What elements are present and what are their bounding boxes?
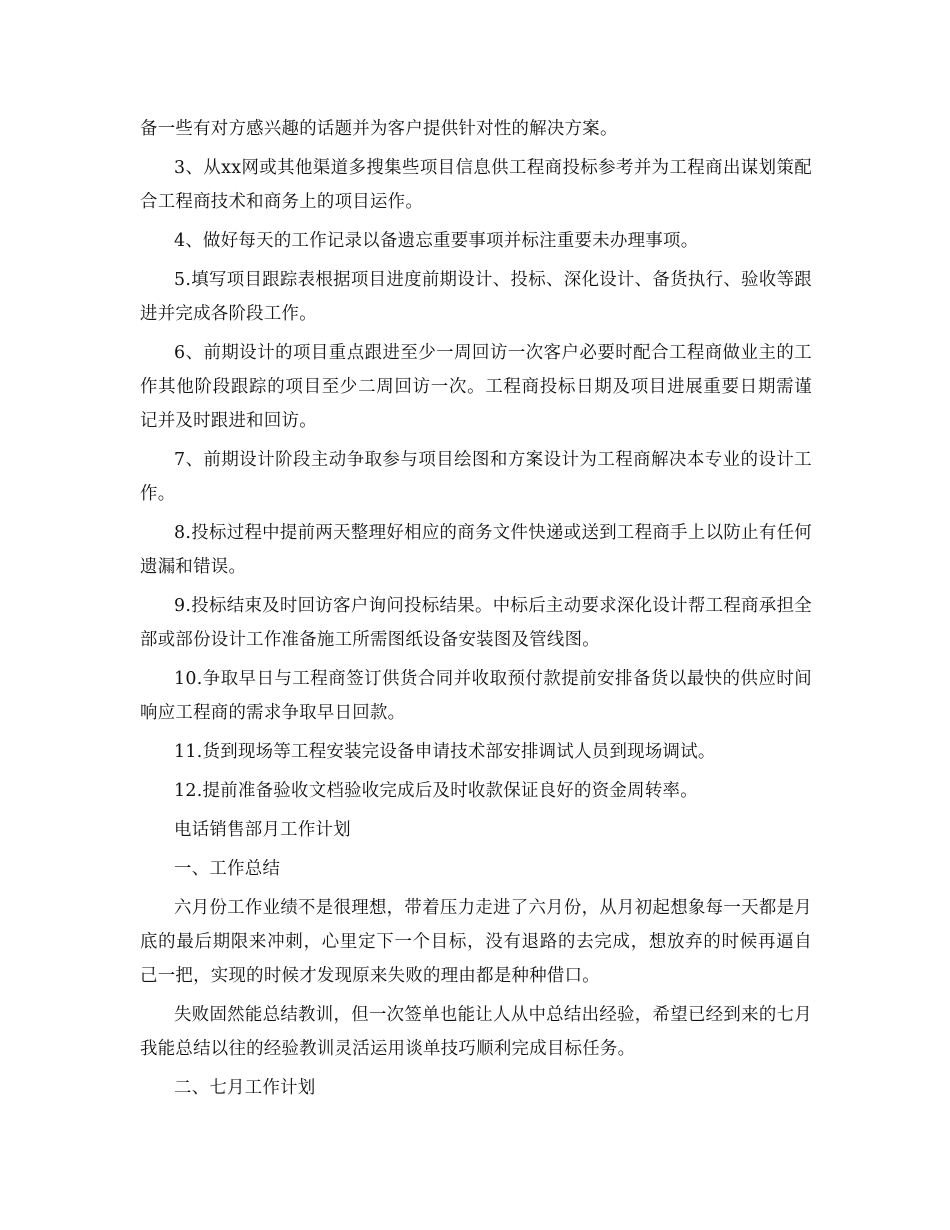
paragraph-4: 5.填写项目跟踪表根据项目进度前期设计、投标、深化设计、备货执行、验收等跟进并完成各阶段工作。 [140, 270, 812, 324]
paragraph-7: 8.投标过程中提前两天整理好相应的商务文件快递或送到工程商手上以防止有任何遗漏和错误。 [140, 523, 812, 577]
paragraph-13: 失败固然能总结教训，但一次签单也能让人从中总结出经验，希望已经到来的七月我能总结以往的经验教训灵活运用谈单技巧顺利完成目标任务。 [140, 1005, 812, 1059]
paragraph-9: 10.争取早日与工程商签订供货合同并收取预付款提前安排备货以最快的供应时间响应工程商的需求争取早日回款。 [140, 669, 812, 723]
paragraph-1: 备一些有对方感兴趣的话题并为客户提供针对性的解决方案。 [140, 119, 618, 139]
paragraph-2: 3、从xx网或其他渠道多搜集些项目信息供工程商投标参考并为工程商出谋划策配合工程商技术和商务上的项目运作。 [140, 158, 812, 212]
paragraph-12: 六月份工作业绩不是很理想，带着压力走进了六月份，从月初起想象每一天都是月底的最后期限来冲刺，心里定下一个目标，没有退路的去完成，想放弃的时候再逼自己一把，实现的时候才发现原来失败的理由都是种种借口。 [140, 898, 812, 986]
paragraph-10: 11.货到现场等工程安装完设备申请技术部安排调试人员到现场调试。 [174, 742, 716, 762]
paragraph-3: 4、做好每天的工作记录以备遗忘重要事项并标注重要未办理事项。 [174, 231, 699, 251]
heading-july-plan: 二、七月工作计划 [174, 1078, 316, 1098]
paragraph-8: 9.投标结束及时回访客户询问投标结果。中标后主动要求深化设计帮工程商承担全部或部份设计工作准备施工所需图纸设备安装图及管线图。 [140, 596, 812, 650]
paragraph-5: 6、前期设计的项目重点跟进至少一周回访一次客户必要时配合工程商做业主的工作其他阶段跟踪的项目至少二周回访一次。工程商投标日期及项目进展重要日期需谨记并及时跟进和回访。 [140, 343, 812, 431]
heading-work-summary: 一、工作总结 [174, 859, 281, 879]
document-body [140, 112, 812, 1110]
section-title: 电话销售部月工作计划 [174, 820, 351, 840]
paragraph-6: 7、前期设计阶段主动争取参与项目绘图和方案设计为工程商解决本专业的设计工作。 [140, 450, 812, 504]
paragraph-11: 12.提前准备验收文档验收完成后及时收款保证良好的资金周转率。 [174, 781, 698, 801]
